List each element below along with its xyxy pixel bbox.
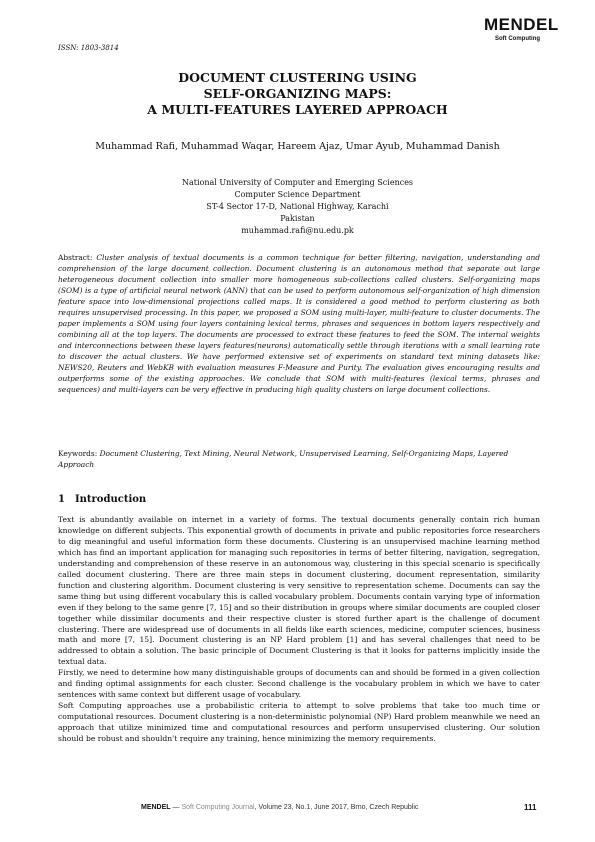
mendel-logo [484,15,559,49]
keywords-text: Document Clustering, Text Mining, Neural Network, Unsupervised Learning, Self-Organizing Maps, Layered Approach [58,449,509,469]
affiliation-block [0,177,595,237]
affiliation-country: Pakistan [280,214,315,223]
title-line: DOCUMENT CLUSTERING USING [178,70,417,85]
abstract [58,252,540,395]
affiliation-email: muhammad.rafi@nu.edu.pk [241,226,354,235]
affiliation-university: National University of Computer and Emerging Sciences [181,178,414,187]
footer-brand: MENDEL [141,804,171,811]
footer-separator: — [170,804,182,811]
logo-wordmark: MENDEL [484,15,559,34]
abstract-text: Cluster analysis of textual documents is a common technique for better filtering, navigation, understanding and comprehension of the large document collection. Document clustering is an autonomous method that separate out large heterogeneous document collection into smaller more homogeneous sub-collections called clusters. Self-organizing maps (SOM) is a type of artificial neural network (ANN) that can be used to perform autonomous self-organization of high dimension feature space into low-dimensional projections called maps. It is considered a good method to perform clustering as both requires unsupervised processing. In this paper, we proposed a SOM using multi-layer, multi-feature to cluster documents. The paper implements a SOM using four layers containing lexical terms, phrases and sequences in bottom layers respectively and combining all at the top layers. The documents are processed to extract these features to feed the SOM. The internal weights and interconnections between these layers features(neurons) automatically settle through iterations with a small learning rate to discover the actual clusters. We have performed extensive set of experiments on standard text mining datasets like: NEWS20, Reuters and WebKB with evaluation measures F-Measure and Purity. The evaluation gives encouraging results and outperforms some of the existing approaches. We conclude that SOM with multi-features (lexical terms, phrases and sequences) and multi-layers can be very effective in producing high quality clusters on large document collections. [58,253,540,394]
paragraph: Text is abundantly available on internet in a variety of forms. The textual documents generally contain rich human knowledge on different subjects. This exponential growth of documents in private and public repositories force researchers to dig meaningful and useful information form these documents. Clustering is an unsupervised machine learning method which has find an important application for managing such repositories in terms of better filtering, navigation, segregation, understanding and comprehension of these reserve in an autonomous way, clustering in this special scenario is specifically called document clustering. There are three main steps in document clustering, document representation, similarity function and clustering algorithm. Document clustering is very sensitive to representation scheme. Documents can say the same thing but using different vocabulary this is called vocabulary problem. Documents contain varying type of information even if they belong to the same genre [7, 15] and so their distribution in groups where similar documents are coupled closer together while dissimilar documents and their respective cluster is stored further apart is the challenge of document clustering. There are widespread use of documents in all fields like earth sciences, medicine, computer sciences, business math and more [7, 15]. Document clustering is an NP Hard problem [1] and has several challenges that need to be addressed to obtain a solution. The basic principle of Document Clustering is that it looks for patterns implicitly inside the textual data. [58,515,540,667]
paragraph: Firstly, we need to determine how many distinguishable groups of documents can and should be formed in a given collection and finding optimal assignments for each cluster. Second challenge is the vocabulary problem in which we have to cater sentences with same context but different usage of vocabulary. [58,668,540,700]
footer-citation [141,804,418,811]
author-list: Muhammad Rafi, Muhammad Waqar, Hareem Ajaz, Umar Ayub, Muhammad Danish [95,141,500,152]
footer-journal: Soft Computing Journal [181,804,255,811]
footer-details: , Volume 23, No.1, June 2017, Brno, Czech Republic [254,804,419,811]
keywords-label: Keywords: [58,449,98,458]
affiliation-department: Computer Science Department [234,190,361,199]
title-line: SELF-ORGANIZING MAPS: [203,86,392,101]
section-number: 1 [58,494,65,505]
introduction-body [58,515,540,745]
keywords [58,448,540,470]
title-line: A MULTI-FEATURES LAYERED APPROACH [147,102,448,117]
paper-title [0,70,595,118]
paragraph: Soft Computing approaches use a probabilistic criteria to attempt to solve problems that take too much time or computational resources. Document clustering is a non-deterministic polynomial (NP) Hard problem meanwhile we need an approach that utilize minimized time and computational resources and perform unsupervised clustering. Our solution should be robust and shouldn't require any training, hence minimizing the memory requirements. [58,701,540,744]
section-heading [58,494,146,505]
logo-subtext: Soft Computing [495,36,540,42]
affiliation-address: ST-4 Sector 17-D, National Highway, Karachi [206,202,389,211]
issn-label: ISSN: 1803-3814 [58,44,119,52]
section-title: Introduction [74,494,147,505]
page-number: 111 [524,803,537,812]
abstract-label: Abstract: [58,253,93,262]
